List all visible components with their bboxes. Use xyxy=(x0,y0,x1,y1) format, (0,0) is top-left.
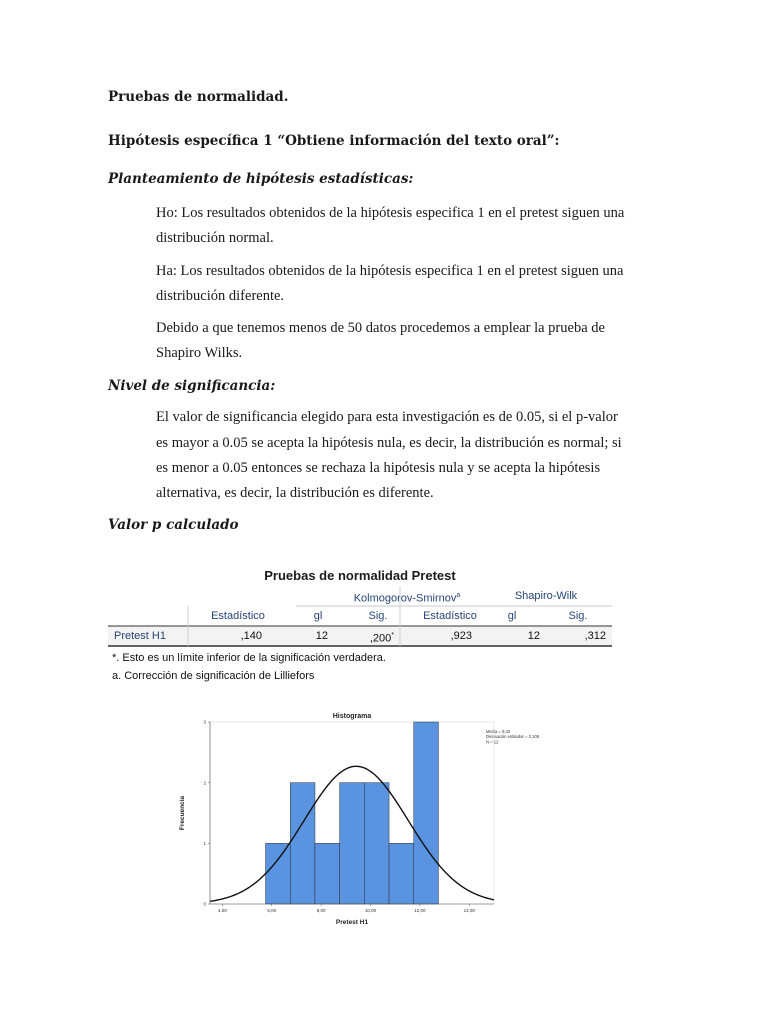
hypothesis-title: Hipótesis específica 1 “Obtiene información del texto oral”: xyxy=(108,133,560,149)
group-header-sw: Shapiro-Wilk xyxy=(514,590,578,602)
histogram-bar xyxy=(364,783,389,904)
row-label: Pretest H1 xyxy=(114,630,166,642)
x-tick-label: 4,00 xyxy=(217,908,227,913)
histogram-bar xyxy=(290,783,315,904)
normality-table xyxy=(108,566,612,646)
cell-sw-gl: 12 xyxy=(527,630,540,642)
nivel-line-3: es menor a 0.05 entonces se rechaza la hipótesis nula y se acepta la hipótesis xyxy=(156,460,601,476)
chart-stat-label: Media = 9,42 xyxy=(486,729,511,734)
histogram-chart xyxy=(170,702,540,934)
cell-ks-gl: 12 xyxy=(315,630,328,642)
chart-title: Histograma xyxy=(332,713,372,720)
ho-line-1: Ho: Los resultados obtenidos de la hipótesis especifica 1 en el pretest siguen una xyxy=(156,205,625,221)
col-header-sw-sig: Sig. xyxy=(568,610,588,622)
cell-sw-stat: ,923 xyxy=(450,630,472,642)
x-tick-label: 12,00 xyxy=(414,908,426,913)
section-nivel: Nivel de significancia: xyxy=(108,378,276,394)
chart-stat-label: Desviación estándar = 2,109 xyxy=(486,734,540,740)
doc-heading: Pruebas de normalidad. xyxy=(108,89,289,105)
col-header-sw-stat: Estadístico xyxy=(423,610,477,622)
nivel-line-4: alternativa, es decir, la distribución es diferente. xyxy=(156,485,434,501)
cell-ks-stat: ,140 xyxy=(240,630,262,642)
y-tick-label: 3 xyxy=(203,719,206,725)
col-header-sw-gl: gl xyxy=(507,610,517,622)
nivel-line-1: El valor de significancia elegido para esta investigación es de 0.05, si el p-valor xyxy=(156,409,618,425)
histogram-bar xyxy=(414,722,439,904)
x-tick-label: 6,00 xyxy=(267,908,277,913)
x-tick-label: 10,00 xyxy=(364,908,377,913)
section-planteamiento: Planteamiento de hipótesis estadísticas: xyxy=(108,171,414,187)
histogram-bar xyxy=(315,843,340,904)
ha-line-2: distribución diferente. xyxy=(156,288,285,304)
y-tick-label: 2 xyxy=(203,780,206,786)
cell-sw-sig: ,312 xyxy=(584,630,606,642)
y-axis-label: Frecuencia xyxy=(179,795,186,831)
chart-stat-label: N = 12 xyxy=(486,739,499,745)
col-header-ks-sig: Sig. xyxy=(368,610,388,622)
table-title: Pruebas de normalidad Pretest xyxy=(264,568,456,583)
debido-line-2: Shapiro Wilks. xyxy=(156,345,243,361)
x-tick-label: 8,00 xyxy=(316,908,326,913)
ha-line-1: Ha: Los resultados obtenidos de la hipótesis especifica 1 en el pretest siguen una xyxy=(156,263,624,279)
nivel-line-2: es mayor a 0.05 se acepta la hipótesis nula, es decir, la distribución es normal; si xyxy=(156,435,622,451)
y-tick-label: 0 xyxy=(203,901,206,907)
histogram-bar xyxy=(389,843,414,904)
table-rules xyxy=(108,566,612,648)
y-tick-label: 1 xyxy=(203,840,206,846)
footnote-star: *. Esto es un límite inferior de la significación verdadera. xyxy=(112,652,386,664)
group-header-ks: Kolmogorov-Smirnov$^a$ xyxy=(353,592,461,605)
histogram-bar xyxy=(266,843,291,904)
cell-ks-sig: ,200* xyxy=(369,632,394,645)
col-header-ks-stat: Estadístico xyxy=(211,610,265,622)
footnote-a: a. Corrección de significación de Lilliefors xyxy=(112,670,315,682)
ho-line-2: distribución normal. xyxy=(156,230,274,246)
section-valor: Valor p calculado xyxy=(108,517,239,533)
x-tick-label: 14,00 xyxy=(463,908,475,913)
col-header-ks-gl: gl xyxy=(313,610,323,622)
histogram-bars xyxy=(266,722,439,904)
x-axis-label: Pretest H1 xyxy=(335,919,369,926)
debido-line-1: Debido a que tenemos menos de 50 datos procedemos a emplear la prueba de xyxy=(156,320,605,336)
histogram-bar xyxy=(340,783,365,904)
